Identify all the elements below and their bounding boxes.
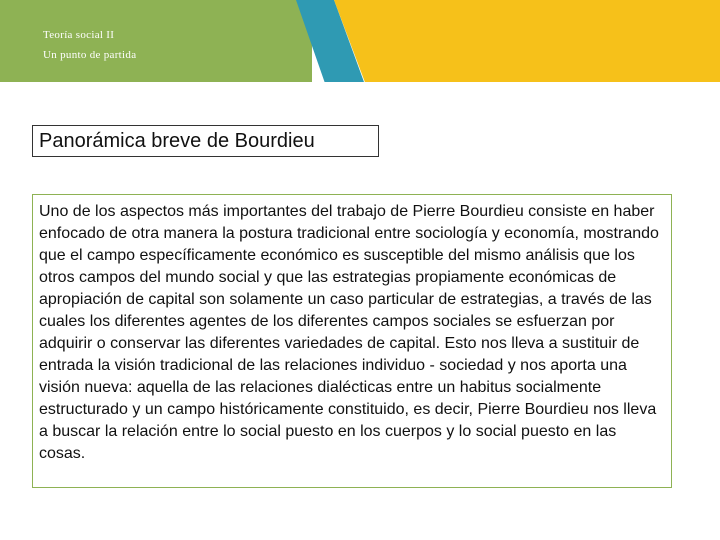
header-subtitle: Un punto de partida <box>43 49 137 61</box>
banner-green-band <box>0 0 312 82</box>
body-text: Uno de los aspectos más importantes del trabajo de Pierre Bourdieu consiste en haber enfocado de otra manera la postura tradicional entre sociología y economía, mostrando que el campo específicamente económico es susceptible del mismo análisis que los otros campos del mundo social y que las estrategias propiamente económicas de apropiación de capital son solamente un caso particular de estrategias, a través de las cuales los diferentes agentes de los diferentes campos sociales se esfuerzan por adquirir o conservar las diferentes variedades de capital. Esto nos lleva a sustituir de entrada la visión tradicional de las relaciones individuo - sociedad y nos aporta una visión nueva: aquella de las relaciones dialécticas entre un habitus socialmente estructurado y un campo históricamente constituido, es decir, Pierre Bourdieu nos lleva a buscar la relación entre lo social puesto en los cuerpos y lo social puesto en las cosas. <box>39 203 659 462</box>
header-banner <box>0 0 720 82</box>
course-name: Teoría social II <box>43 29 115 41</box>
body-text-box <box>32 194 672 488</box>
banner-yellow-band <box>334 0 720 82</box>
slide-title: Panorámica breve de Bourdieu <box>32 125 379 157</box>
